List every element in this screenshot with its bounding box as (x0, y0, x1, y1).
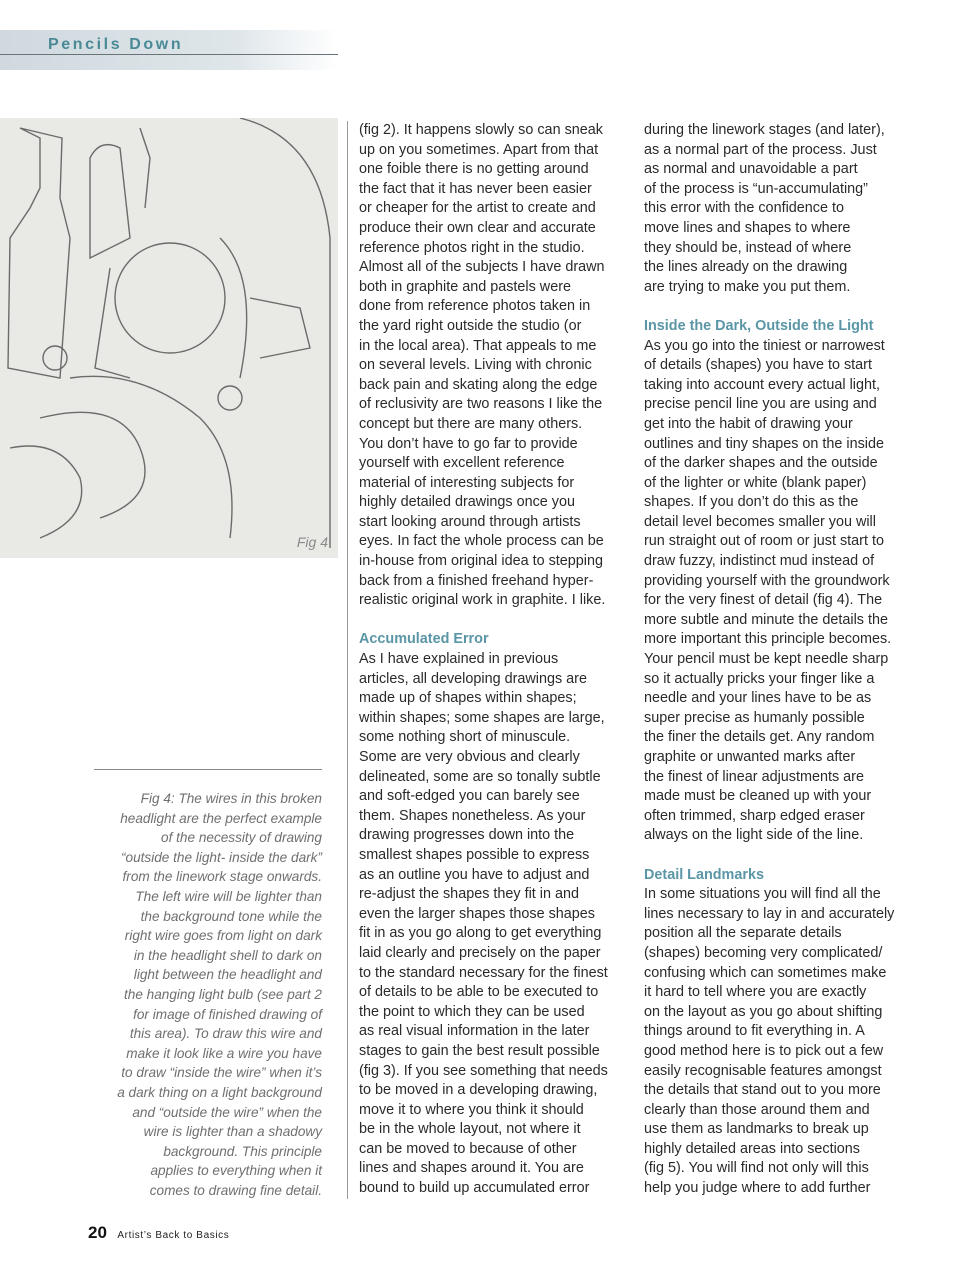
body-text-line: use them as landmarks to break up (644, 1121, 869, 1138)
body-text-line: and soft-edged you can barely see (359, 788, 580, 805)
body-text-line: laid clearly and precisely on the paper (359, 944, 601, 961)
body-text-line: as a normal part of the process. Just (644, 141, 877, 158)
body-text-line: providing yourself with the groundwork (644, 572, 890, 589)
caption-line: right wire goes from light on dark (124, 928, 322, 944)
body-text-line: You don’t have to go far to provide (359, 435, 578, 452)
body-text-line: taking into account every actual light, (644, 376, 880, 393)
body-text-line: shapes. If you don’t do this as the (644, 494, 859, 511)
caption-rule (94, 769, 322, 770)
body-text-line: things around to fit everything in. A (644, 1023, 865, 1040)
body-text-line: Some are very obvious and clearly (359, 749, 580, 765)
body-text-line: graphite or unwanted marks after (644, 749, 856, 765)
body-text-line: concept but there are many others. (359, 415, 583, 432)
body-text-line: done from reference photos taken in (359, 298, 591, 315)
body-text-line: of the process is “un-accumulating” (644, 180, 868, 197)
body-text-line: for the very finest of detail (fig 4). The (644, 592, 883, 609)
body-text-line: As you go into the tiniest or narrowest (644, 337, 885, 354)
body-text-line: start looking around through artists (359, 513, 581, 530)
subheading: Detail Landmarks (644, 866, 764, 883)
body-text-line: of details to be able to be executed to (359, 984, 599, 1001)
body-text-line: good method here is to pick out a few (644, 1042, 884, 1059)
body-text-line: lines necessary to lay in and accurately (644, 905, 895, 922)
body-text-line: during the linework stages (and later), (644, 122, 885, 138)
caption-line: wire is lighter than a shadowy (143, 1124, 322, 1140)
body-text-line: more important this principle becomes. (644, 631, 892, 648)
body-text-line: drawing progresses down into the (359, 827, 575, 844)
figure-label: Fig 4 (296, 534, 328, 550)
body-text-line: made must be cleaned up with your (644, 788, 872, 805)
caption-line: for image of finished drawing of (133, 1006, 322, 1022)
body-text-line: run straight out of room or just start to (644, 533, 884, 550)
body-text-line: be in the whole layout, not where it (359, 1121, 581, 1138)
body-text-line: within shapes; some shapes are large, (359, 709, 605, 726)
column-divider (347, 121, 348, 1199)
body-text-line: realistic original work in graphite. I like. (359, 592, 606, 609)
paragraph-gap (644, 846, 894, 866)
body-text-line: highly detailed areas into sections (644, 1140, 860, 1157)
body-text-line: they should be, instead of where (644, 239, 852, 256)
body-text-line: precise pencil line you are using and (644, 396, 877, 413)
body-text-line: of reclusivity are two reasons I like the (359, 396, 603, 413)
paragraph-gap (644, 297, 894, 317)
figure-4-sketch (0, 118, 338, 558)
text-column-2 (644, 121, 894, 1199)
body-text-line: back from a finished freehand hyper- (359, 572, 594, 589)
caption-line: a dark thing on a light background (117, 1084, 322, 1100)
body-text-line: outlines and tiny shapes on the inside (644, 435, 885, 452)
body-text-line: bound to build up accumulated error (359, 1180, 590, 1197)
caption-line: from the linework stage onwards. (122, 869, 322, 885)
body-text-line: stages to gain the best result possible (359, 1042, 600, 1059)
caption-line: light between the headlight and (133, 967, 322, 983)
body-text-line: or cheaper for the artist to create and (359, 200, 596, 217)
body-text-line: Almost all of the subjects I have drawn (359, 259, 605, 276)
body-text-line: (fig 5). You will find not only will this (644, 1160, 869, 1177)
body-text-line: (fig 2). It happens slowly so can sneak (359, 122, 603, 138)
body-text-line: In some situations you will find all the (644, 886, 881, 903)
body-text-line: both in graphite and pastels were (359, 278, 572, 295)
body-text-line: eyes. In fact the whole process can be (359, 533, 604, 550)
caption-line: The left wire will be lighter than (135, 888, 322, 904)
body-text-line: the details that stand out to you more (644, 1082, 881, 1099)
header-rule (0, 54, 338, 55)
body-text-line: draw fuzzy, indistinct mud instead of (644, 553, 875, 570)
subheading: Accumulated Error (359, 631, 489, 648)
body-text-line: produce their own clear and accurate (359, 219, 596, 236)
body-text-line: detail level becomes smaller you will (644, 513, 876, 530)
body-text-line: help you judge where to add further (644, 1180, 871, 1197)
body-text-line: As I have explained in previous (359, 651, 559, 668)
body-text-line: move lines and shapes to where (644, 219, 851, 236)
body-text-line: it hard to tell where you are exactly (644, 984, 867, 1001)
body-text-line: of the lighter or white (blank paper) (644, 474, 867, 491)
text-column-1 (359, 121, 608, 1199)
body-text-line: even the larger shapes those shapes (359, 905, 596, 922)
paragraph-gap (359, 611, 608, 631)
publication-name: Artist’s Back to Basics (117, 1230, 230, 1241)
body-text-line: material of interesting subjects for (359, 474, 575, 491)
body-text-line: (shapes) becoming very complicated/ (644, 944, 883, 961)
subheading: Inside the Dark, Outside the Light (644, 317, 874, 334)
body-text-line: (fig 3). If you see something that needs (359, 1062, 608, 1079)
body-text-line: to be moved in a developing drawing, (359, 1082, 598, 1099)
caption-line: headlight are the perfect example (120, 810, 322, 826)
body-text-line: clearly than those around them and (644, 1101, 870, 1118)
body-text-line: can be moved to because of other (359, 1140, 577, 1157)
body-text-line: needle and your lines have to be as (644, 690, 872, 707)
body-text-line: up on you sometimes. Apart from that (359, 141, 599, 158)
body-text-line: of details (shapes) you have to start (644, 357, 872, 374)
body-text-line: the point to which they can be used (359, 1003, 585, 1020)
body-text-line: as normal and unavoidable a part (644, 161, 858, 178)
body-text-line: on the layout as you go about shifting (644, 1003, 883, 1020)
body-text-line: are trying to make you put them. (644, 278, 851, 295)
body-text-line: as real visual information in the later (359, 1023, 590, 1040)
body-text-line: them. Shapes nonetheless. As your (359, 807, 586, 824)
body-text-line: the finest of linear adjustments are (644, 768, 864, 785)
body-text-line: on several levels. Living with chronic (359, 357, 592, 374)
caption-line: applies to everything when it (150, 1163, 322, 1179)
body-text-line: more subtle and minute the details the (644, 611, 888, 628)
body-text-line: fit in as you go along to get everything (359, 925, 602, 942)
body-text-line: made up of shapes within shapes; (359, 690, 577, 707)
caption-line: comes to drawing fine detail. (149, 1182, 322, 1198)
body-text-line: to the standard necessary for the finest (359, 964, 608, 981)
body-text-line: back pain and skating along the edge (359, 376, 598, 393)
caption-line: Fig 4: The wires in this broken (140, 791, 322, 806)
caption-line: the hanging light bulb (see part 2 (123, 986, 322, 1002)
body-text-line: yourself with excellent reference (359, 455, 565, 472)
caption-line: this area). To draw this wire and (129, 1026, 322, 1042)
caption-line: background. This principle (163, 1143, 322, 1159)
body-text-line: confusing which can sometimes make (644, 964, 887, 981)
caption-line: the background tone while the (140, 908, 322, 924)
body-text-line: re-adjust the shapes they fit in and (359, 886, 579, 903)
body-text-line: the yard right outside the studio (or (359, 317, 582, 334)
body-text-line: super precise as humanly possible (644, 709, 865, 726)
body-text-line: lines and shapes around it. You are (359, 1160, 584, 1177)
body-text-line: so it actually pricks your finger like a (644, 670, 875, 687)
body-text-line: the lines already on the drawing (644, 259, 848, 276)
caption-line: “outside the light- inside the dark” (121, 849, 322, 865)
page-number: 20 (88, 1223, 107, 1242)
body-text-line: move it to where you think it should (359, 1101, 584, 1118)
caption-line: make it look like a wire you have (126, 1045, 322, 1061)
section-title: Pencils Down (48, 36, 184, 53)
body-text-line: the finer the details get. Any random (644, 729, 875, 746)
body-text-line: get into the habit of drawing your (644, 415, 853, 432)
caption-line: to draw “inside the wire” when it’s (121, 1065, 322, 1081)
body-text-line: reference photos right in the studio. (359, 239, 585, 256)
body-text-line: articles, all developing drawings are (359, 670, 587, 687)
section-header (0, 30, 338, 70)
figure-caption (90, 789, 322, 1200)
body-text-line: one foible there is no getting around (359, 161, 589, 178)
caption-line: and “outside the wire” when the (132, 1104, 322, 1120)
caption-line: of the necessity of drawing (161, 830, 322, 846)
page-footer (88, 1223, 229, 1243)
body-text-line: delineated, some are so tonally subtle (359, 768, 601, 785)
body-text-line: smallest shapes possible to express (359, 846, 590, 863)
body-text-line: as an outline you have to adjust and (359, 866, 590, 883)
body-text-line: highly detailed drawings once you (359, 494, 576, 511)
body-text-line: in-house from original idea to stepping (359, 553, 603, 570)
caption-line: in the headlight shell to dark on (133, 947, 322, 963)
body-text-line: of the darker shapes and the outside (644, 455, 878, 472)
body-text-line: the fact that it has never been easier (359, 180, 592, 197)
body-text-line: position all the separate details (644, 925, 842, 942)
body-text-line: this error with the confidence to (644, 200, 844, 217)
body-text-line: always on the light side of the line. (644, 827, 864, 844)
body-text-line: easily recognisable features amongst (644, 1062, 882, 1079)
body-text-line: some nothing short of minuscule. (359, 729, 571, 746)
pencil-sketch-illustration (0, 118, 338, 558)
body-text-line: in the local area). That appeals to me (359, 337, 597, 354)
body-text-line: often trimmed, sharp edged eraser (644, 807, 865, 824)
body-text-line: Your pencil must be kept needle sharp (644, 651, 889, 668)
